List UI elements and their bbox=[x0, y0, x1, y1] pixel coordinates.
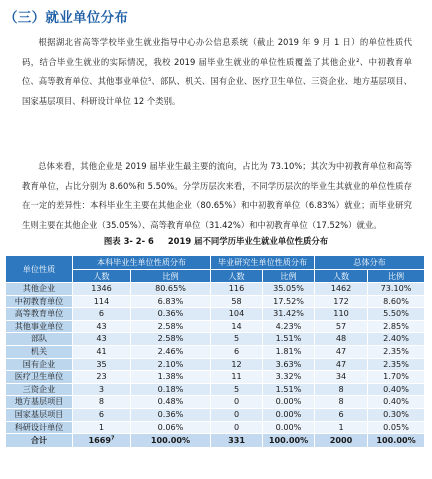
row-label: 高等教育单位 bbox=[6, 308, 73, 321]
table-row bbox=[6, 345, 425, 358]
overall-count: 172 bbox=[315, 295, 368, 308]
row-label: 国有企业 bbox=[6, 358, 73, 371]
total-row bbox=[6, 434, 425, 448]
row-label: 三资企业 bbox=[6, 383, 73, 396]
undergrad-ratio: 0.36% bbox=[131, 408, 211, 421]
overall-ratio: 2.35% bbox=[368, 345, 425, 358]
undergrad-ratio: 2.58% bbox=[131, 333, 211, 346]
subheader-count: 人数 bbox=[73, 270, 131, 283]
paragraph-summary-text: 总体来看，其他企业是 2019 届毕业生最主要的流向，占比为 73.10%；其次为中初教育单位和高等教育单位，占比分别为 8.60%和 5.50%。分学历层次来看，不同学历层次的毕业生其就业的单位性质存在一定的差异性：本科毕业生主要在其他企业（80.65%）和中初教育单位（6.83%）就业；而毕业研究生则主要在其他企业（35.05%）、高等教育单位（31.42%）和中初教育单位（17.52%）就业。 bbox=[22, 161, 412, 230]
graduate-ratio: 3.32% bbox=[263, 371, 315, 384]
overall-ratio: 5.50% bbox=[368, 308, 425, 321]
undergrad-count: 43 bbox=[73, 333, 131, 346]
overall-count: 48 bbox=[315, 333, 368, 346]
graduate-ratio: 0.00% bbox=[263, 421, 315, 434]
graduate-ratio: 17.52% bbox=[263, 295, 315, 308]
table-row bbox=[6, 396, 425, 409]
overall-ratio: 2.85% bbox=[368, 320, 425, 333]
undergrad-count: 43 bbox=[73, 320, 131, 333]
row-label: 其他事业单位 bbox=[6, 320, 73, 333]
graduate-ratio: 1.51% bbox=[263, 333, 315, 346]
total-overall-count: 2000 bbox=[315, 434, 368, 448]
total-undergrad-count bbox=[73, 434, 131, 448]
graduate-count: 0 bbox=[211, 421, 263, 434]
undergrad-ratio: 2.46% bbox=[131, 345, 211, 358]
overall-count: 8 bbox=[315, 396, 368, 409]
caption-title: 2019 届不同学历毕业生就业单位性质分布 bbox=[167, 236, 329, 246]
caption-number: 图表 3- 2- 6 bbox=[103, 236, 154, 246]
subheader-count: 人数 bbox=[315, 270, 368, 283]
header-group-undergrad: 本科毕业生单位性质分布 bbox=[73, 256, 211, 270]
graduate-count: 58 bbox=[211, 295, 263, 308]
overall-count: 1 bbox=[315, 421, 368, 434]
section-heading: （三）就业单位分布 bbox=[4, 10, 129, 26]
undergrad-ratio: 0.18% bbox=[131, 383, 211, 396]
row-label: 中初教育单位 bbox=[6, 295, 73, 308]
header-group-graduate: 毕业研究生单位性质分布 bbox=[211, 256, 315, 270]
overall-ratio: 0.30% bbox=[368, 408, 425, 421]
undergrad-ratio: 1.38% bbox=[131, 371, 211, 384]
paragraph-intro-text: 根据湖北省高等学校毕业生就业指导中心办公信息系统（截止 2019 年 9 月 1 日）的单位性质代码，结合毕业生就业的实际情况，我校 2019 届毕业生就业的单位性质覆盖了其他企业²、中初教育单位、高等教育单位、其他事业单位⁵、部队、机关、国有企业、医疗卫生单位、三资企业、地方基层项目、国家基层项目、科研设计单位 12 个类别。 bbox=[22, 37, 412, 106]
graduate-ratio: 1.51% bbox=[263, 383, 315, 396]
table-row bbox=[6, 383, 425, 396]
graduate-count: 11 bbox=[211, 371, 263, 384]
employment-unit-table bbox=[5, 255, 425, 448]
undergrad-ratio: 0.48% bbox=[131, 396, 211, 409]
table-row bbox=[6, 333, 425, 346]
footnote-mark: 7 bbox=[111, 435, 115, 442]
row-label: 医疗卫生单位 bbox=[6, 371, 73, 384]
graduate-count: 116 bbox=[211, 283, 263, 296]
overall-count: 1462 bbox=[315, 283, 368, 296]
row-label: 其他企业 bbox=[6, 283, 73, 296]
subheader-ratio: 比例 bbox=[368, 270, 425, 283]
overall-count: 8 bbox=[315, 383, 368, 396]
table-row bbox=[6, 320, 425, 333]
graduate-count: 104 bbox=[211, 308, 263, 321]
row-label: 部队 bbox=[6, 333, 73, 346]
overall-count: 34 bbox=[315, 371, 368, 384]
graduate-count: 6 bbox=[211, 345, 263, 358]
table-row bbox=[6, 408, 425, 421]
undergrad-ratio: 2.10% bbox=[131, 358, 211, 371]
overall-ratio: 2.40% bbox=[368, 333, 425, 346]
overall-ratio: 8.60% bbox=[368, 295, 425, 308]
graduate-ratio: 0.00% bbox=[263, 408, 315, 421]
total-undergrad-ratio: 100.00% bbox=[131, 434, 211, 448]
table-row bbox=[6, 308, 425, 321]
graduate-ratio: 31.42% bbox=[263, 308, 315, 321]
overall-ratio: 2.35% bbox=[368, 358, 425, 371]
graduate-ratio: 4.23% bbox=[263, 320, 315, 333]
subheader-ratio: 比例 bbox=[263, 270, 315, 283]
header-unit-type: 单位性质 bbox=[6, 256, 73, 283]
paragraph-intro bbox=[22, 33, 412, 111]
overall-ratio: 73.10% bbox=[368, 283, 425, 296]
undergrad-count: 35 bbox=[73, 358, 131, 371]
graduate-count: 14 bbox=[211, 320, 263, 333]
row-label: 机关 bbox=[6, 345, 73, 358]
paragraph-summary bbox=[22, 157, 412, 235]
undergrad-count: 1 bbox=[73, 421, 131, 434]
undergrad-count: 41 bbox=[73, 345, 131, 358]
table-row bbox=[6, 358, 425, 371]
table-row bbox=[6, 283, 425, 296]
graduate-count: 5 bbox=[211, 383, 263, 396]
overall-ratio: 0.40% bbox=[368, 383, 425, 396]
graduate-count: 12 bbox=[211, 358, 263, 371]
row-label: 地方基层项目 bbox=[6, 396, 73, 409]
table-row bbox=[6, 295, 425, 308]
overall-count: 110 bbox=[315, 308, 368, 321]
row-label: 国家基层项目 bbox=[6, 408, 73, 421]
graduate-ratio: 3.63% bbox=[263, 358, 315, 371]
total-graduate-ratio: 100.00% bbox=[263, 434, 315, 448]
undergrad-count: 6 bbox=[73, 408, 131, 421]
table-row bbox=[6, 371, 425, 384]
graduate-ratio: 0.00% bbox=[263, 396, 315, 409]
undergrad-ratio: 80.65% bbox=[131, 283, 211, 296]
undergrad-count: 8 bbox=[73, 396, 131, 409]
undergrad-count: 1346 bbox=[73, 283, 131, 296]
overall-ratio: 0.40% bbox=[368, 396, 425, 409]
overall-count: 57 bbox=[315, 320, 368, 333]
undergrad-ratio: 6.83% bbox=[131, 295, 211, 308]
overall-count: 47 bbox=[315, 358, 368, 371]
graduate-ratio: 35.05% bbox=[263, 283, 315, 296]
total-graduate-count: 331 bbox=[211, 434, 263, 448]
total-undergrad-count-value: 1669 bbox=[88, 435, 112, 446]
undergrad-count: 6 bbox=[73, 308, 131, 321]
graduate-count: 5 bbox=[211, 333, 263, 346]
subheader-ratio: 比例 bbox=[131, 270, 211, 283]
undergrad-ratio: 0.06% bbox=[131, 421, 211, 434]
undergrad-ratio: 2.58% bbox=[131, 320, 211, 333]
total-overall-ratio: 100.00% bbox=[368, 434, 425, 448]
graduate-ratio: 1.81% bbox=[263, 345, 315, 358]
table-body bbox=[6, 283, 425, 434]
header-group-overall: 总体分布 bbox=[315, 256, 425, 270]
overall-ratio: 0.05% bbox=[368, 421, 425, 434]
row-label: 科研设计单位 bbox=[6, 421, 73, 434]
undergrad-count: 3 bbox=[73, 383, 131, 396]
subheader-count: 人数 bbox=[211, 270, 263, 283]
graduate-count: 0 bbox=[211, 408, 263, 421]
graduate-count: 0 bbox=[211, 396, 263, 409]
table-row bbox=[6, 421, 425, 434]
undergrad-count: 114 bbox=[73, 295, 131, 308]
overall-count: 47 bbox=[315, 345, 368, 358]
undergrad-count: 23 bbox=[73, 371, 131, 384]
table-header-row bbox=[6, 256, 425, 270]
undergrad-ratio: 0.36% bbox=[131, 308, 211, 321]
table-caption bbox=[0, 235, 432, 247]
overall-ratio: 1.70% bbox=[368, 371, 425, 384]
overall-count: 6 bbox=[315, 408, 368, 421]
total-label: 合计 bbox=[6, 434, 73, 448]
